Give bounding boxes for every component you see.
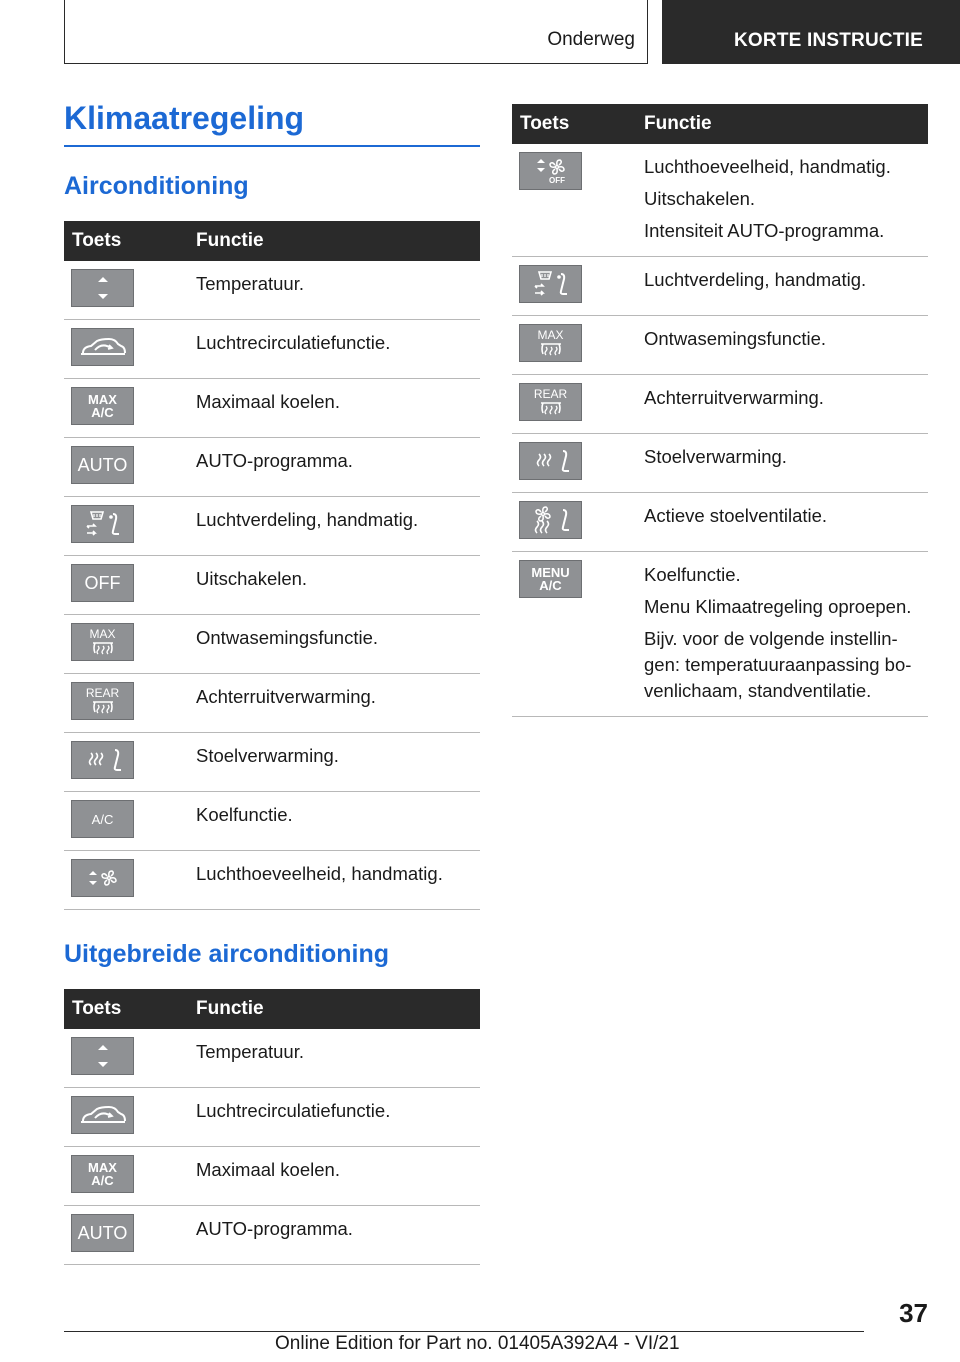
airco-table <box>64 221 480 910</box>
function-line: Luchtrecirculatiefunctie. <box>196 332 391 353</box>
key-label: OFF <box>84 573 121 593</box>
function-text <box>196 261 480 309</box>
temperature-arrows-icon <box>71 269 134 307</box>
function-text <box>644 434 928 482</box>
table-row <box>512 552 928 717</box>
column-function: Functie <box>196 998 264 1019</box>
auto-icon <box>71 1214 134 1252</box>
max-defrost-icon <box>71 623 134 661</box>
section-title-extended: Uitgebreide airconditioning <box>64 940 390 968</box>
fan-speed-icon <box>71 859 134 897</box>
table-row <box>64 320 480 379</box>
footer-edition: Online Edition for Part no. 01405A392A4 - VI/21 <box>275 1333 680 1354</box>
table-header <box>64 989 480 1029</box>
function-text <box>196 556 480 604</box>
function-text <box>644 375 928 423</box>
header-section: Onderweg <box>547 29 635 50</box>
function-line: Uitschakelen. <box>196 568 308 589</box>
function-line: Intensiteit AUTO-programma. <box>644 220 885 241</box>
key-label: AUTO <box>77 455 128 475</box>
rear-defrost-icon <box>71 682 134 720</box>
auto-icon <box>71 446 134 484</box>
function-line: Ontwasemingsfunctie. <box>196 627 379 648</box>
function-text <box>196 1147 480 1195</box>
header-chapter: KORTE INSTRUCTIE <box>734 30 923 51</box>
table-row <box>64 1088 480 1147</box>
function-text <box>644 493 928 541</box>
menu-ac-icon <box>519 560 582 598</box>
function-text <box>196 320 480 368</box>
function-text <box>196 615 480 663</box>
table-row <box>64 438 480 497</box>
function-line: Koelfunctie. <box>644 564 741 585</box>
off-icon <box>71 564 134 602</box>
function-line: Luchtverdeling, handmatig. <box>644 269 867 290</box>
table-row <box>512 316 928 375</box>
temperature-arrows-icon <box>71 1037 134 1075</box>
key-label: A/C <box>91 811 114 827</box>
table-row <box>64 556 480 615</box>
right-table <box>512 104 928 717</box>
function-line: Bijv. voor de volgende instellin-gen: temperatuuraanpassing bo-venlichaam, standventilatie. <box>644 628 912 701</box>
extended-table <box>64 989 480 1265</box>
function-text <box>196 379 480 427</box>
page-title: Klimaatregeling <box>64 100 480 147</box>
function-line: Actieve stoelventilatie. <box>644 505 828 526</box>
function-line: Koelfunctie. <box>196 804 293 825</box>
max-defrost-icon <box>519 324 582 362</box>
seat-heating-icon <box>71 741 134 779</box>
header-section-box <box>64 0 648 64</box>
key-label: A/C <box>539 578 562 593</box>
function-line: Uitschakelen. <box>644 188 756 209</box>
air-distribution-icon <box>71 505 134 543</box>
recirculation-car-icon <box>71 1096 134 1134</box>
function-text <box>644 257 928 305</box>
function-text <box>196 851 480 899</box>
function-text <box>196 1088 480 1136</box>
column-key: Toets <box>520 113 570 134</box>
function-line: Stoelverwarming. <box>644 446 787 467</box>
key-label: MAX <box>89 627 116 641</box>
column-function: Functie <box>644 113 712 134</box>
function-text <box>196 438 480 486</box>
table-header <box>64 221 480 261</box>
column-key: Toets <box>72 998 122 1019</box>
key-label: MAX <box>88 1160 117 1175</box>
table-row <box>64 497 480 556</box>
function-line: Temperatuur. <box>196 1041 304 1062</box>
function-text <box>644 552 928 716</box>
function-line: Luchtrecirculatiefunctie. <box>196 1100 391 1121</box>
function-text <box>196 1206 480 1254</box>
recirculation-car-icon <box>71 328 134 366</box>
key-label: REAR <box>533 387 568 401</box>
function-line: AUTO-programma. <box>196 1218 353 1239</box>
table-row <box>64 1206 480 1265</box>
function-line: Ontwasemingsfunctie. <box>644 328 827 349</box>
seat-heating-icon <box>519 442 582 480</box>
key-label: A/C <box>91 405 114 420</box>
header-chapter-box <box>662 0 960 64</box>
function-line: Luchthoeveelheid, handmatig. <box>196 863 443 884</box>
function-text <box>196 497 480 545</box>
function-text <box>644 144 928 256</box>
max-ac-icon <box>71 1155 134 1193</box>
max-ac-icon <box>71 387 134 425</box>
table-row <box>64 379 480 438</box>
table-row <box>64 733 480 792</box>
key-label: A/C <box>91 1173 114 1188</box>
table-row <box>512 434 928 493</box>
function-text <box>196 1029 480 1077</box>
key-label: OFF <box>549 176 565 185</box>
key-label: MENU <box>531 565 570 580</box>
table-row <box>64 261 480 320</box>
table-row <box>512 493 928 552</box>
function-line: AUTO-programma. <box>196 450 353 471</box>
air-distribution-icon <box>519 265 582 303</box>
function-line: Maximaal koelen. <box>196 1159 340 1180</box>
column-key: Toets <box>72 230 122 251</box>
table-row <box>512 144 928 257</box>
function-text <box>196 792 480 840</box>
table-row <box>64 851 480 910</box>
key-label: REAR <box>85 686 120 700</box>
function-text <box>644 316 928 364</box>
function-line: Maximaal koelen. <box>196 391 340 412</box>
key-label: AUTO <box>77 1223 128 1243</box>
seat-ventilation-icon <box>519 501 582 539</box>
table-row <box>64 674 480 733</box>
table-row <box>64 1147 480 1206</box>
function-line: Menu Klimaatregeling oproepen. <box>644 596 912 617</box>
function-line: Achterruitverwarming. <box>644 387 824 408</box>
key-label: MAX <box>88 392 117 407</box>
table-row <box>64 615 480 674</box>
fan-off-icon <box>519 152 582 190</box>
page-number: 37 <box>899 1298 928 1328</box>
rear-defrost-icon <box>519 383 582 421</box>
function-text <box>196 674 480 722</box>
function-line: Achterruitverwarming. <box>196 686 376 707</box>
function-text <box>196 733 480 781</box>
section-title-airconditioning: Airconditioning <box>64 172 249 200</box>
function-line: Luchtverdeling, handmatig. <box>196 509 419 530</box>
column-function: Functie <box>196 230 264 251</box>
table-row <box>64 1029 480 1088</box>
table-row <box>64 792 480 851</box>
footer-divider <box>64 1331 864 1332</box>
table-row <box>512 257 928 316</box>
ac-icon <box>71 800 134 838</box>
table-header <box>512 104 928 144</box>
function-line: Luchthoeveelheid, handmatig. <box>644 156 891 177</box>
function-line: Stoelverwarming. <box>196 745 339 766</box>
function-line: Temperatuur. <box>196 273 304 294</box>
table-row <box>512 375 928 434</box>
key-label: MAX <box>537 328 564 342</box>
